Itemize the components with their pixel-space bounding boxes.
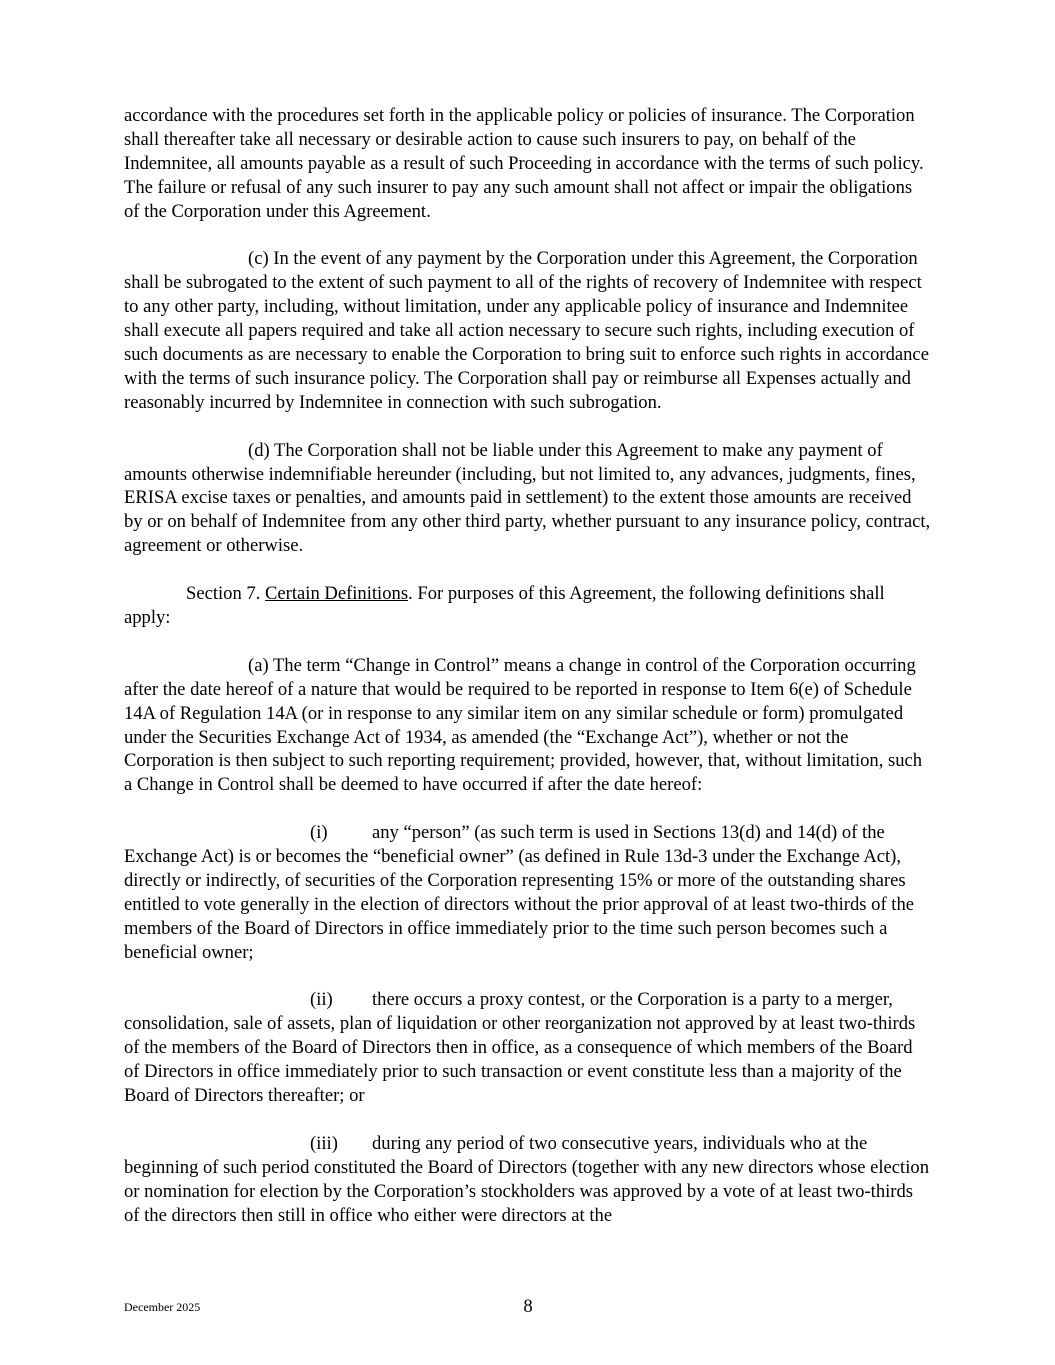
list-item-text: any “person” (as such term is used in Sections 13(d) and 14(d) of the Exchange Act) is or becomes the “beneficial owner” (as defined in Rule 13d-3 under the Exchange Act), directly or indirectly, of securities of the Corporation representing 15% or more of the outstanding shares entitled to vote generally in the election of directors without the prior approval of at least two-thirds of the members of the Board of Directors in office immediately prior to the time such person becomes such a beneficial owner;	[124, 822, 914, 963]
section-7-heading: Certain Definitions	[265, 583, 409, 605]
list-item-number: (i)	[310, 822, 328, 844]
page-number: 8	[523, 1296, 533, 1317]
list-item-text: there occurs a proxy contest, or the Corporation is a party to a merger, consolidation, sale of assets, plan of liquidation or other reorganization not approved by at least two-thirds of the members of the Board of Directors then in office, as a consequence of which members of the Board of Directors in office immediately prior to such transaction or event constitute less than a majority of the Board of Directors thereafter; or	[124, 989, 916, 1107]
section-7-prefix: Section 7.	[186, 583, 266, 605]
paragraph-a-change-in-control: (a) The term “Change in Control” means a change in control of the Corporation occurring after the date hereof of a nature that would be required to be reported in response to Item 6(e) of Schedule 14A of Regulation 14A (or in response to any similar item on any similar schedule or form) promulgated under the Securities Exchange Act of 1934, as amended (the “Exchange Act”), whether or not the Corporation is then subject to such reporting requirement; provided, however, that, without limitation, such a Change in Control shall be deemed to have occurred if after the date hereof:	[124, 654, 923, 796]
list-item-text: during any period of two consecutive years, individuals who at the beginning of such period constituted the Board of Directors (together with any new directors whose election or nomination for election by the Corporation’s stockholders was approved by a vote of at least two-thirds of the directors then still in office who either were directors at the	[124, 1132, 929, 1226]
insurance-paragraph-continuation: accordance with the procedures set forth in the applicable policy or policies of insurance. The Corporation shall thereafter take all necessary or desirable action to cause such insurers to pay, on behalf of the Indemnitee, all amounts payable as a result of such Proceeding in accordance with the terms of such policy. The failure or refusal of any such insurer to pay any such amount shall not affect or impair the obligations of the Corporation under this Agreement.	[124, 105, 924, 222]
section-7-intro	[124, 582, 932, 630]
list-item-number: (ii)	[310, 989, 333, 1011]
list-item-iii	[124, 1132, 932, 1228]
footer-date: December 2025	[124, 1300, 201, 1314]
document-body	[124, 104, 932, 1251]
paragraph-d-no-duplicate-payment: (d) The Corporation shall not be liable under this Agreement to make any payment of amounts otherwise indemnifiable hereunder (including, but not limited to, any advances, judgments, fines, ERISA excise taxes or penalties, and amounts paid in settlement) to the extent those amounts are received by or on behalf of Indemnitee from any other third party, whether pursuant to any insurance policy, contract, agreement or otherwise.	[124, 439, 931, 557]
list-item-number: (iii)	[310, 1132, 338, 1154]
section-7-rest: . For purposes of this Agreement, the following definitions shall apply:	[124, 583, 885, 628]
list-item-i	[124, 821, 932, 964]
paragraph-c-subrogation: (c) In the event of any payment by the Corporation under this Agreement, the Corporation shall be subrogated to the extent of such payment to all of the rights of recovery of Indemnitee with respect to any other party, including, without limitation, under any applicable policy of insurance and Indemnitee shall execute all papers required and take all action necessary to secure such rights, including execution of such documents as are necessary to enable the Corporation to bring suit to enforce such rights in accordance with the terms of such insurance policy. The Corporation shall pay or reimburse all Expenses actually and reasonably incurred by Indemnitee in connection with such subrogation.	[124, 248, 929, 413]
list-item-ii	[124, 988, 932, 1108]
